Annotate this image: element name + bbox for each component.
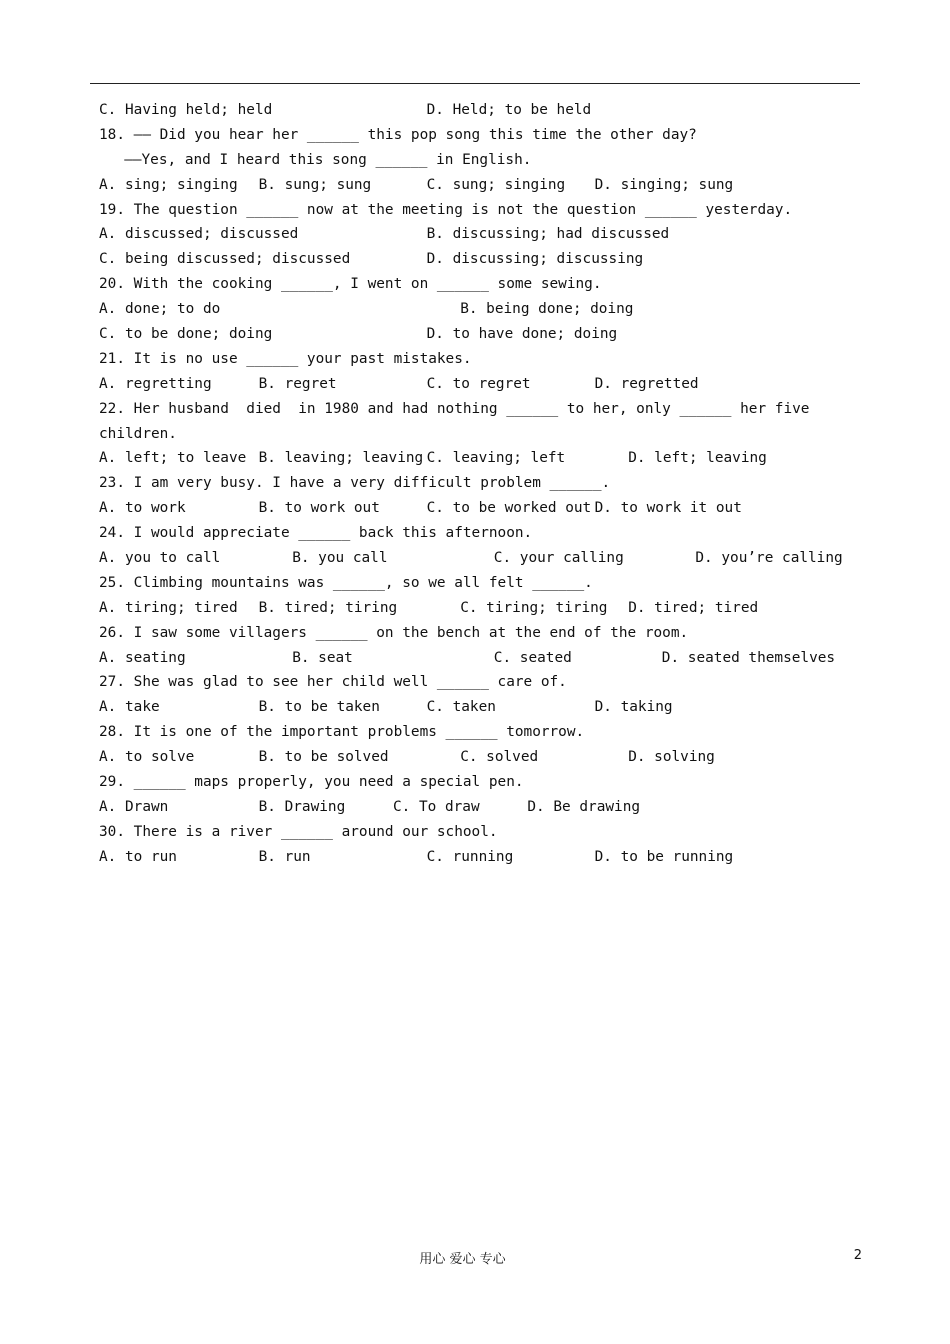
text-line	[99, 770, 859, 795]
option-text: C. your calling	[493, 550, 624, 567]
text-line	[99, 795, 859, 820]
text-line	[99, 845, 859, 870]
text-line	[99, 148, 859, 173]
line-text: 18. —— Did you hear her ______ this pop song this time the other day?	[99, 126, 697, 143]
option-text: C. seated	[493, 649, 572, 666]
line-text: 30. There is a river ______ around our school.	[99, 823, 498, 840]
text-line	[99, 596, 859, 621]
text-line	[99, 372, 859, 397]
text-line	[99, 422, 859, 447]
line-text: A. regretting	[99, 375, 212, 392]
option-text: C. to regret	[426, 375, 531, 392]
page-number: 2	[853, 1248, 862, 1263]
line-text: A. done; to do	[99, 301, 221, 318]
text-line	[99, 521, 859, 546]
text-line	[99, 272, 859, 297]
line-text: 26. I saw some villagers ______ on the bench at the end of the room.	[99, 624, 689, 641]
option-text: B. sung; sung	[258, 176, 372, 193]
line-text: 21. It is no use ______ your past mistakes.	[99, 350, 472, 367]
option-text: D. solving	[628, 749, 715, 766]
line-text: children.	[99, 425, 177, 442]
text-line	[99, 471, 859, 496]
text-line	[99, 198, 859, 223]
option-text: D. to have done; doing	[426, 326, 618, 343]
line-text: 22. Her husband died in 1980 and had nothing ______ to her, only ______ her five	[99, 400, 810, 417]
line-text: C. being discussed; discussed	[99, 251, 351, 268]
text-line	[99, 397, 859, 422]
option-text: C. leaving; left	[426, 450, 566, 467]
option-text: C. solved	[460, 749, 539, 766]
option-text: C. running	[426, 848, 514, 865]
line-text: A. take	[99, 699, 160, 716]
line-text: A. sing; singing	[99, 176, 238, 193]
option-text: B. to be taken	[258, 699, 380, 716]
text-line	[99, 446, 859, 471]
text-line	[99, 173, 859, 198]
line-text: A. tiring; tired	[99, 599, 238, 616]
line-text: ——Yes, and I heard this song ______ in English.	[124, 151, 532, 168]
line-text: C. Having held; held	[99, 102, 273, 118]
option-text: B. to be solved	[258, 749, 389, 766]
option-text: B. regret	[258, 375, 337, 392]
text-line	[99, 695, 859, 720]
option-text: D. left; leaving	[628, 450, 767, 467]
line-text: A. you to call	[99, 550, 221, 567]
option-text: C. sung; singing	[426, 176, 566, 193]
option-text: B. you call	[292, 550, 388, 567]
line-text: 29. ______ maps properly, you need a special pen.	[99, 774, 524, 791]
line-text: A. to run	[99, 848, 177, 865]
line-text: 23. I am very busy. I have a very difficult problem ______.	[99, 475, 611, 492]
line-text: 25. Climbing mountains was ______, so we all felt ______.	[99, 574, 593, 591]
text-line	[99, 322, 859, 347]
text-line	[99, 720, 859, 745]
text-line	[99, 571, 859, 596]
option-text: D. Be drawing	[527, 798, 641, 815]
option-text: B. run	[258, 848, 311, 865]
option-text: D. to work it out	[594, 500, 742, 517]
line-text: 19. The question ______ now at the meeting is not the question ______ yesterday.	[99, 201, 793, 218]
option-text: D. seated themselves	[661, 649, 836, 666]
option-text: D. singing; sung	[594, 176, 734, 193]
line-text: A. Drawn	[99, 798, 169, 815]
text-line	[99, 670, 859, 695]
option-text: C. to be worked out	[426, 500, 592, 517]
text-line	[99, 621, 859, 646]
line-text: 28. It is one of the important problems ______ tomorrow.	[99, 724, 585, 741]
option-text: D. regretted	[594, 375, 699, 392]
option-text: D. Held; to be held	[426, 102, 592, 118]
option-text: C. taken	[426, 699, 496, 716]
line-text: 27. She was glad to see her child well ______ care of.	[99, 674, 567, 691]
text-line	[99, 820, 859, 845]
option-text: B. to work out	[258, 500, 380, 517]
line-text: A. discussed; discussed	[99, 226, 299, 243]
line-text: C. to be done; doing	[99, 326, 273, 343]
option-text: B. tired; tiring	[258, 599, 398, 616]
option-text: D. to be running	[594, 848, 734, 865]
text-line	[99, 297, 859, 322]
text-line	[99, 496, 859, 521]
option-text: C. To draw	[393, 798, 480, 815]
option-text: B. Drawing	[258, 798, 346, 815]
text-line	[99, 347, 859, 372]
option-text: B. seat	[292, 649, 353, 666]
text-line	[99, 646, 859, 671]
option-text: B. being done; doing	[460, 301, 634, 318]
option-text: D. you’re calling	[695, 550, 843, 567]
line-text: 24. I would appreciate ______ back this afternoon.	[99, 525, 533, 542]
text-line	[99, 98, 859, 123]
line-text: A. left; to leave	[99, 450, 247, 467]
footer-slogan: 用心 爱心 专心	[419, 1252, 506, 1267]
option-text: D. tired; tired	[628, 599, 759, 616]
text-line	[99, 123, 859, 148]
question-list	[99, 98, 859, 870]
option-text: C. tiring; tiring	[460, 599, 608, 616]
option-text: D. discussing; discussing	[426, 251, 644, 268]
line-text: A. to work	[99, 500, 186, 517]
line-text: A. to solve	[99, 749, 195, 766]
text-line	[99, 222, 859, 247]
header-rule	[90, 83, 860, 84]
line-text: A. seating	[99, 649, 186, 666]
line-text: 20. With the cooking ______, I went on ______ some sewing.	[99, 276, 602, 293]
text-line	[99, 247, 859, 272]
option-text: B. discussing; had discussed	[426, 226, 670, 243]
text-line	[99, 546, 859, 571]
text-line	[99, 745, 859, 770]
option-text: B. leaving; leaving	[258, 450, 424, 467]
option-text: D. taking	[594, 699, 673, 716]
